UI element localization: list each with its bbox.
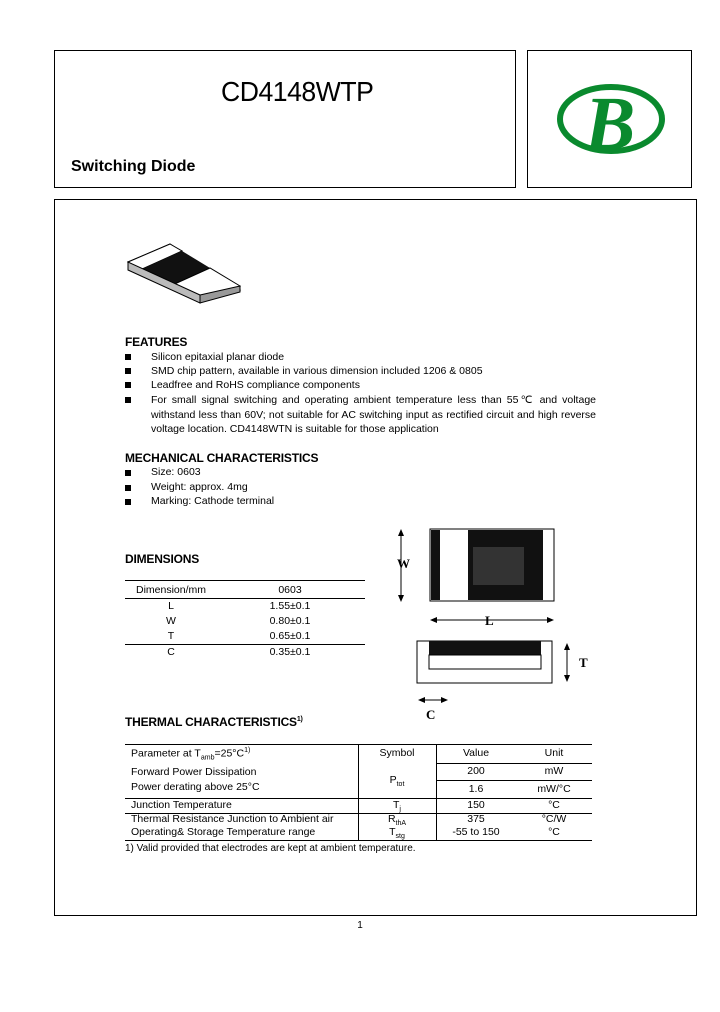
table-rule [436,780,592,781]
thermal-symbol-ptot: $P_{tot}$ [389,774,405,789]
thermal-header-unit: Unit [544,747,564,759]
thermal-param: Junction Temperature [131,799,232,811]
bullet-icon [125,485,131,491]
table-rule [125,840,592,841]
dim-name: W [166,615,176,627]
diagram-label-l: L [485,613,494,628]
chip-illustration [126,240,244,304]
bullet-icon [125,470,131,476]
bullet-icon [125,368,131,374]
feature-item: SMD chip pattern, available in various dimension included 1206 & 0805 [151,365,483,377]
logo-box [527,50,692,188]
thermal-unit: mW/°C [537,783,571,795]
thermal-symbol-rtha: $R_{thA}$ [387,813,407,828]
dim-col-label: Dimension/mm [135,584,206,596]
dim-value: 0.35±0.1 [269,646,311,658]
thermal-value: 200 [467,765,485,777]
mechanical-heading: MECHANICAL CHARACTERISTICS [125,451,319,465]
diagram-label-w: W [397,556,410,571]
thermal-unit: mW [544,765,564,777]
dim-col-value: 0603 [278,584,302,596]
thermal-param: Operating& Storage Temperature range [131,826,316,838]
dim-name: C [167,646,175,658]
bullet-icon [125,397,131,403]
table-rule [436,763,592,764]
thermal-header-value: Value [462,747,490,759]
bullet-icon [125,382,131,388]
thermal-value: 1.6 [468,783,484,795]
thermal-param: Forward Power Dissipation [131,766,257,778]
feature-item: Silicon epitaxial planar diode [151,351,285,363]
dim-name: T [167,630,175,642]
thermal-symbol-tj: $T_j$ [393,799,401,814]
table-rule [125,598,365,599]
logo-letter: B [584,82,636,166]
thermal-value: -55 to 150 [452,826,500,838]
dim-value: 1.55±0.1 [269,600,311,612]
thermal-value: 375 [467,813,485,825]
diagram-label-c: C [426,707,436,722]
bullet-icon [125,354,131,360]
thermal-header-param: Parameter at $T_{amb}=25^\circ C^{1)}$ [131,747,251,762]
feature-item: Leadfree and RoHS compliance components [151,379,360,391]
logo [528,51,691,187]
table-rule [125,580,365,581]
page-number: 1 [357,920,363,931]
mechanical-item: Weight: approx. 4mg [151,481,248,493]
thermal-header-symbol: Symbol [379,747,415,759]
table-rule [125,644,365,645]
thermal-value: 150 [467,799,485,811]
page-subtitle: Switching Diode [71,158,196,175]
page-title: CD4148WTP [221,76,374,107]
thermal-param: Thermal Resistance Junction to Ambient air [131,813,334,825]
mechanical-item: Marking: Cathode terminal [151,495,275,507]
thermal-heading: THERMAL CHARACTERISTICS$^{1)}$ [125,715,303,729]
thermal-footnote: 1) Valid provided that electrodes are kept at ambient temperature. [125,843,416,854]
thermal-param: Power derating above 25°C [131,781,260,793]
dim-name: L [168,600,174,612]
dim-value: 0.80±0.1 [269,615,311,627]
mechanical-item: Size: 0603 [151,466,201,478]
thermal-unit: °C [548,799,560,811]
dim-value: 0.65±0.1 [269,630,311,642]
thermal-unit: °C [548,826,560,838]
features-heading: FEATURES [125,335,188,349]
dimensions-heading: DIMENSIONS [125,552,200,566]
thermal-symbol-tstg: $T_{stg}$ [389,826,405,841]
diagram-label-t: T [579,655,588,670]
bullet-icon [125,499,131,505]
thermal-unit: °C/W [541,813,567,825]
feature-item: For small signal switching and operating ambient temperature less than 55℃ and voltage withstand less than 60V; not suitable for AC switching input as rectified circuit and high reverse voltage location. CD4148WTN is suitable for those application [151,394,596,435]
